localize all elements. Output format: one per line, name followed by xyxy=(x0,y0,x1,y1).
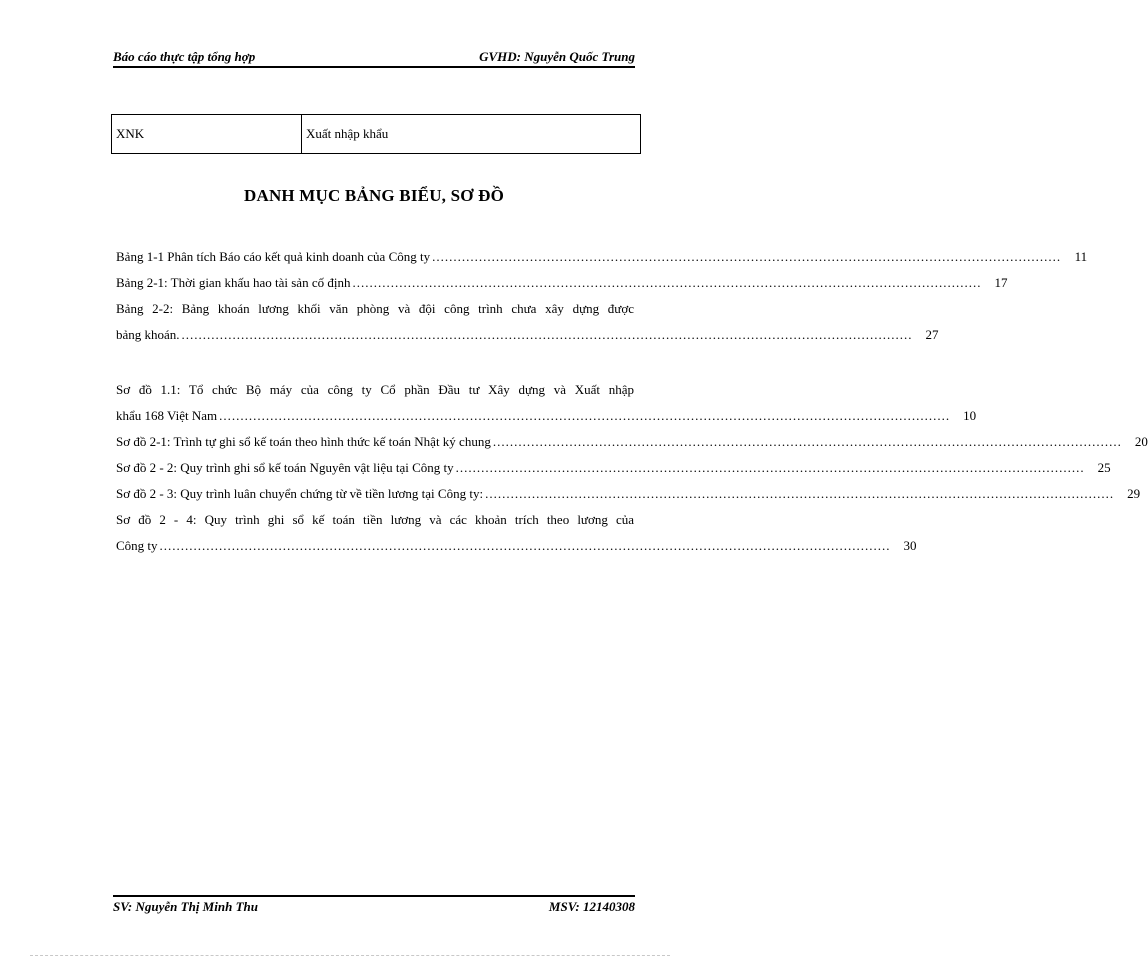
toc-entry-page: 27 xyxy=(925,327,939,342)
dot-leader: .................................................................................................................................................... xyxy=(432,249,1062,264)
dot-leader: ............................................................................................................................................................................ xyxy=(159,538,891,553)
toc-entry-page: 10 xyxy=(963,408,977,423)
dot-leader: ............................................................................................................................................................................ xyxy=(219,408,951,423)
toc-entry-first-line[interactable]: Sơ đồ 1.1: Tổ chức Bộ máy của công ty Cổ phần Đầu tư Xây dựng và Xuất nhập xyxy=(116,382,634,397)
dot-leader: .................................................................................................................................................... xyxy=(455,460,1085,475)
dot-leader: ............................................................................................................................................................................ xyxy=(181,327,913,342)
meaning-cell: Xuất nhập khẩu xyxy=(302,115,641,154)
footer-student-id: MSV: 12140308 xyxy=(548,899,635,914)
dot-leader: .................................................................................................................................................... xyxy=(352,275,982,290)
section-title: DANH MỤC BẢNG BIỂU, SƠ ĐỒ xyxy=(243,186,505,205)
toc-entry-text: Bảng 2-1: Thời gian khấu hao tài sản cố định xyxy=(116,275,351,290)
toc-entry-text: bảng khoán. xyxy=(116,327,180,342)
abbreviation-table xyxy=(111,114,641,154)
toc-entry[interactable] xyxy=(116,403,977,429)
toc-entry[interactable] xyxy=(116,322,939,348)
dot-leader: .................................................................................................................................................... xyxy=(485,486,1115,501)
toc-entry-text: Công ty xyxy=(116,538,158,553)
page-break-divider xyxy=(30,955,670,956)
toc-entry[interactable] xyxy=(116,455,1111,481)
footer-student-name: SV: Nguyễn Thị Minh Thu xyxy=(113,899,258,914)
table-row xyxy=(112,115,641,154)
abbreviation-cell: XNK xyxy=(112,115,302,154)
toc-entry-page: 30 xyxy=(903,538,917,553)
toc-entry-page: 25 xyxy=(1097,460,1111,475)
toc-entry[interactable] xyxy=(116,270,1008,296)
page-footer xyxy=(113,895,635,916)
toc-entry-page: 17 xyxy=(994,275,1008,290)
toc-entry-text: Sơ đồ 2 - 3: Quy trình luân chuyển chứng từ về tiền lương tại Công ty: xyxy=(116,486,484,501)
toc-entry-page: 11 xyxy=(1074,249,1088,264)
toc-entry-text: Sơ đồ 2-1: Trình tự ghi sổ kế toán theo hình thức kế toán Nhật ký chung xyxy=(116,434,491,449)
toc-entry-text: Sơ đồ 2 - 2: Quy trình ghi sổ kế toán Nguyên vật liệu tại Công ty xyxy=(116,460,454,475)
toc-entry[interactable] xyxy=(116,533,917,559)
toc-entry[interactable] xyxy=(116,481,1141,507)
toc-entry-page: 29 xyxy=(1127,486,1141,501)
header-report-title: Báo cáo thực tập tổng hợp xyxy=(113,49,256,64)
toc-entry-first-line[interactable]: Bảng 2-2: Bảng khoán lương khối văn phòng và đội công trình chưa xây dựng được xyxy=(116,301,634,316)
toc-entry-first-line[interactable]: Sơ đồ 2 - 4: Quy trình ghi sổ kế toán tiền lương và các khoản trích theo lương của xyxy=(116,512,634,527)
toc-entry-page: 20 xyxy=(1134,434,1148,449)
page-header xyxy=(113,49,635,68)
dot-leader: .................................................................................................................................................... xyxy=(492,434,1122,449)
toc-entry-text: khẩu 168 Việt Nam xyxy=(116,408,218,423)
header-supervisor: GVHD: Nguyễn Quốc Trung xyxy=(479,49,635,64)
toc-entry[interactable] xyxy=(116,244,1088,270)
toc-entry[interactable] xyxy=(116,429,1148,455)
toc-entry-text: Bảng 1-1 Phân tích Báo cáo kết quả kinh doanh của Công ty xyxy=(116,249,431,264)
